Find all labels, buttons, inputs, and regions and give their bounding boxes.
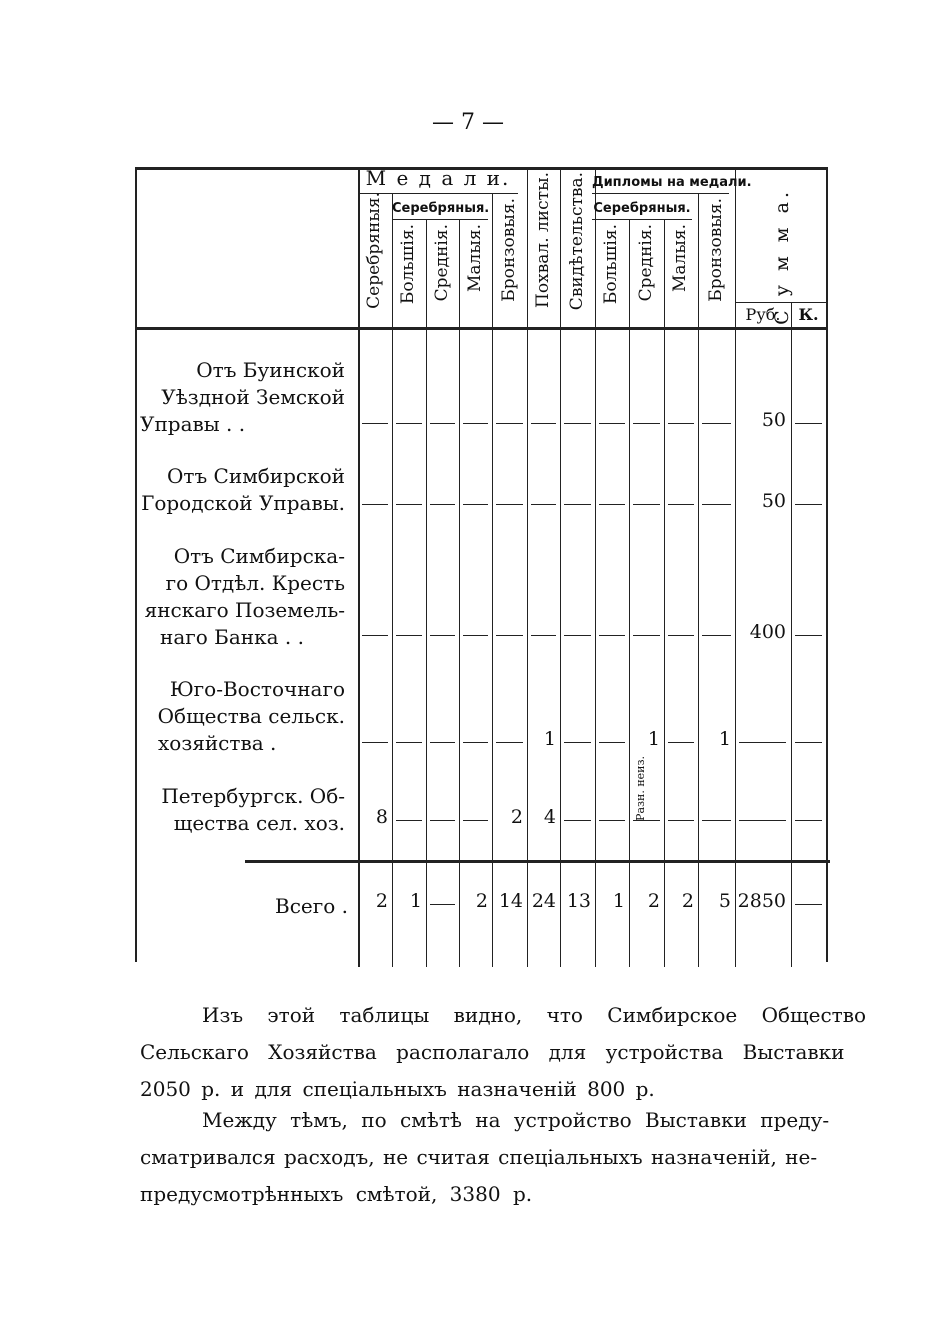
table-cell-dash: [362, 423, 388, 424]
table-cell-dash: [599, 504, 625, 505]
table-cell-dash: [564, 635, 591, 636]
kop-header: К.: [798, 305, 819, 324]
column-divider: [560, 167, 561, 967]
rub-cell-dash: [739, 820, 786, 821]
paragraph-line: 2050 р. и для спеціальныхъ назначеній 800 р.: [140, 1077, 655, 1101]
total-cell: 1: [409, 890, 422, 912]
label-line: го Отдѣл. Кресть: [165, 571, 345, 595]
total-cell: 2: [647, 890, 660, 912]
rub-cell: 50: [761, 409, 786, 431]
label-line: Управы . .: [140, 412, 246, 436]
table-cell-dash: [599, 820, 625, 821]
column-header: Малыя.: [464, 224, 485, 292]
table-cell-dash: [668, 635, 694, 636]
table-cell: 2: [510, 806, 523, 828]
label-line: наго Банка . .: [160, 625, 304, 649]
row-label-southeast: [140, 676, 345, 757]
row-label-city: [140, 463, 345, 517]
paragraph-line: предусмотрѣнныхъ смѣтой, 3380 р.: [140, 1182, 533, 1206]
table-cell: 1: [718, 728, 731, 750]
row-label-total: Всего .: [275, 894, 348, 918]
table-cell-dash: [564, 742, 591, 743]
table-cell-dash: [564, 423, 591, 424]
table-cell: 1: [647, 728, 660, 750]
total-cell: 2: [681, 890, 694, 912]
total-cell: 1: [612, 890, 625, 912]
table-cell-dash: [633, 635, 660, 636]
kop-cell-dash: [795, 742, 822, 743]
row-label-bank: [140, 543, 345, 651]
kop-cell-dash: [795, 635, 822, 636]
table-cell-dash: [668, 820, 694, 821]
table-cell-dash: [564, 820, 591, 821]
paragraph-2: [140, 1102, 832, 1213]
column-divider: [698, 193, 699, 967]
total-cell: 24: [531, 890, 556, 912]
column-divider: [629, 219, 630, 967]
row-label-petersburg: [140, 783, 345, 837]
paragraph-1: [140, 997, 867, 1108]
table-cell-dash: [496, 504, 523, 505]
table-cell-dash: [396, 635, 422, 636]
table-cell: 4: [543, 806, 556, 828]
total-cell: 2: [475, 890, 488, 912]
table-cell: 8: [375, 806, 388, 828]
total-cell: 13: [566, 890, 591, 912]
label-line: хозяйства .: [158, 731, 277, 755]
total-rub-cell: 2850: [737, 890, 786, 912]
row-note: Разн. неиз.: [634, 756, 647, 821]
rub-cell-dash: [739, 742, 786, 743]
diplomas-silver-header: Серебряныя.: [593, 201, 691, 216]
paragraph-line: Сельскаго Хозяйства располагало для устройства Выставки: [140, 1040, 845, 1064]
medals-header: М е д а л и.: [365, 166, 511, 190]
table-cell: 1: [543, 728, 556, 750]
table-cell-dash: [396, 820, 422, 821]
table-cell-dash: [430, 423, 455, 424]
total-cell: 2: [375, 890, 388, 912]
table-cell-dash: [430, 504, 455, 505]
column-divider: [595, 167, 596, 967]
column-header: Серебряныя.: [364, 192, 384, 309]
label-line: Уѣздной Земской: [161, 385, 345, 409]
diplomas-header: Дипломы на медали.: [592, 175, 752, 190]
label-line: Петербургск. Об-: [161, 784, 345, 808]
column-divider: [735, 167, 736, 967]
total-cell: 14: [498, 890, 523, 912]
column-header: Свидѣтельства.: [566, 172, 587, 311]
header-bottom-border: [135, 327, 827, 330]
column-divider: [426, 219, 427, 967]
table-cell-dash: [463, 423, 488, 424]
label-line: Юго-Восточнаго: [169, 677, 345, 701]
column-divider: [392, 193, 393, 967]
kop-cell-dash: [795, 423, 822, 424]
table-cell-dash: [430, 635, 455, 636]
rub-cell: 50: [761, 490, 786, 512]
column-header: Бронзовыя.: [705, 198, 726, 302]
kop-cell-dash: [795, 820, 822, 821]
rub-cell: 400: [749, 621, 786, 643]
table-cell-dash: [430, 820, 455, 821]
table-cell-dash: [463, 742, 488, 743]
total-separator: [245, 860, 830, 863]
table-cell-dash: [496, 423, 523, 424]
label-line: янскаго Поземель-: [144, 598, 345, 622]
table-cell-dash: [463, 504, 488, 505]
column-header: Среднія.: [635, 224, 656, 302]
label-line: щества сел. хоз.: [173, 811, 345, 835]
label-line: Отъ Симбирской: [167, 464, 345, 488]
table-cell-dash: [633, 423, 660, 424]
column-header: Малыя.: [670, 224, 690, 292]
table-cell-dash: [599, 635, 625, 636]
table-cell-dash: [362, 504, 388, 505]
kop-cell-dash: [795, 504, 822, 505]
column-header: Большія.: [601, 224, 621, 305]
table-cell-dash: [702, 820, 731, 821]
table-cell-dash: [362, 635, 388, 636]
table-cell-dash: [668, 504, 694, 505]
table-left-border: [135, 167, 137, 962]
table-cell-dash: [531, 423, 556, 424]
table-cell-dash: [463, 635, 488, 636]
table-cell-dash: [668, 423, 694, 424]
column-divider: [527, 167, 528, 967]
table-cell-dash: [362, 742, 388, 743]
table-cell-dash: [396, 423, 422, 424]
total-kop-cell-dash: [795, 904, 822, 905]
column-divider: [459, 219, 460, 967]
paragraph-line: сматривался расходъ, не считая спеціальныхъ назначеній, не-: [140, 1145, 818, 1169]
table-cell-dash: [396, 504, 422, 505]
column-divider: [791, 302, 792, 967]
label-line: Городской Управы.: [141, 491, 345, 515]
table-cell-dash: [496, 635, 523, 636]
table-cell-dash: [633, 820, 660, 821]
row-label-buinsk: [140, 357, 345, 438]
label-line: Отъ Буинской: [196, 358, 345, 382]
paragraph-line: Между тѣмъ, по смѣтѣ на устройство Выставки преду-: [202, 1108, 830, 1132]
label-line: Общества сельск.: [157, 704, 345, 728]
table-cell-dash: [430, 742, 455, 743]
table-cell-dash: [396, 742, 422, 743]
column-header: Большія.: [398, 224, 418, 305]
summa-header: С у м м а.: [771, 188, 793, 325]
rub-header: Руб.: [745, 305, 781, 324]
label-line: Отъ Симбирска-: [173, 544, 345, 568]
silver-group-header: Серебряныя.: [392, 201, 490, 216]
table-cell-dash: [599, 423, 625, 424]
table-right-border: [826, 167, 828, 962]
column-divider: [492, 193, 493, 967]
table-cell-dash: [633, 504, 660, 505]
column-header: Похвал. листы.: [532, 172, 553, 308]
diplomas-silver-underline: [592, 219, 692, 220]
silver-underline: [392, 219, 488, 220]
column-divider: [664, 219, 665, 967]
label-column-divider: [358, 167, 360, 967]
table-cell-dash: [564, 504, 591, 505]
table-cell-dash: [531, 504, 556, 505]
diplomas-underline: [592, 193, 729, 194]
table-cell-dash: [531, 635, 556, 636]
column-header: Бронзовыя.: [498, 198, 519, 302]
paragraph-line: Изъ этой таблицы видно, что Симбирское Общество: [202, 1003, 867, 1027]
column-header: Среднія.: [431, 224, 452, 302]
total-cell: 5: [718, 890, 731, 912]
page-number: — 7 —: [432, 110, 504, 135]
